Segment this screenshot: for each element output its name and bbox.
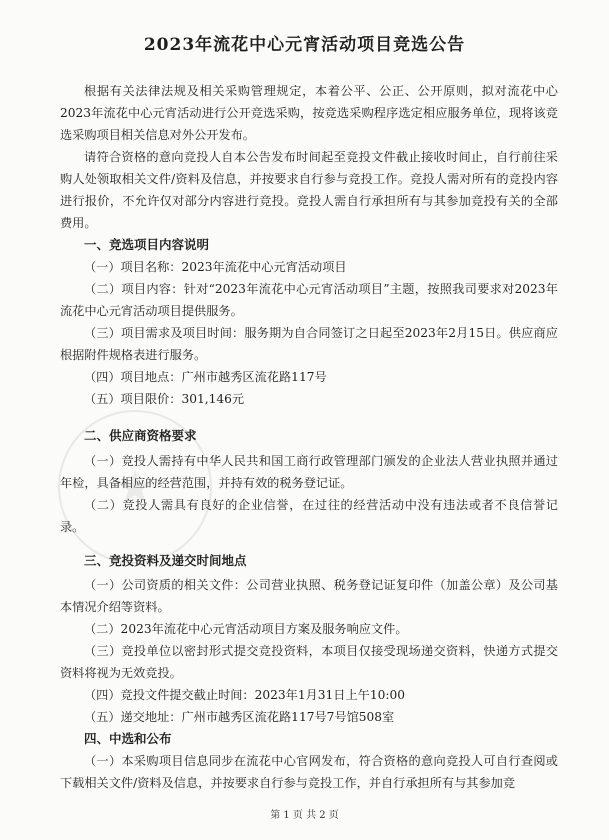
section-1-item-5: （五）项目限价：301,146元 [84,392,245,406]
section-3-item-4: （四）竞投文件提交截止时间：2023年1月31日上午10:00 [84,688,405,702]
section-3-item-5: （五）递交地址：广州市越秀区流花路117号7号馆508室 [84,710,395,724]
star-icon: ★ [114,460,156,514]
section-2-item-1: （一）竞投人需持有中华人民共和国工商行政管理部门颁发的企业法人营业执照并通过年检，具备相应的经营范围，并持有效的税务登记证。 [60,454,558,490]
intro-paragraph-1: 根据有关法律法规及相关采购管理规定，本着公平、公正、公开原则，拟对流花中心2023年流花中心元宵活动进行公开竞选采购，按竞选采购程序选定相应服务单位，现将该竞选采购项目相关信息对外公开发布。 [60,84,558,142]
section-1-item-3: （三）项目需求及项目时间：服务期为自合同签订之日起至2023年2月15日。供应商应根据附件规格表进行服务。 [60,326,558,362]
page-number-footer: 第 1 页 共 2 页 [270,810,339,821]
intro-paragraph-2: 请符合资格的意向竞投人自本公告发布时间起至竞投文件截止接收时间止，自行前往采购人处领取相关文件/资料及信息，并按要求自行参与竞投工作。竞投人需对所有的竞投内容进行报价，不允许仅对部分内容进行竞投。竞投人需自行承担所有与其参加竞投有关的全部费用。 [60,150,558,230]
section-3-item-3: （三）竞投单位以密封形式提交竞投资料，本项目仅接受现场递交资料，快递方式提交资料将视为无效竞投。 [60,644,558,680]
section-4-item-1: （一）本采购项目信息同步在流花中心官网发布，符合资格的意向竞投人可自行查阅或下载相关文件/资料及信息，并按要求自行参与竞投工作，并自行承担所有与其参加竞 [60,754,558,790]
section-3-heading: 三、竞投资料及递交时间地点 [84,553,247,568]
section-1-item-1: （一）项目名称：2023年流花中心元宵活动项目 [84,260,347,274]
section-3-item-2: （二）2023年流花中心元宵活动项目方案及服务响应文件。 [84,622,408,636]
section-1-item-2: （二）项目内容：针对“2023年流花中心元宵活动项目”主题，按照我司要求对2023年流花中心元宵活动项目提供服务。 [60,282,558,318]
section-4-heading: 四、中选和公布 [84,731,172,746]
section-3-item-1: （一）公司资质的相关文件：公司营业执照、税务登记证复印件（加盖公章）及公司基本情况介绍等资料。 [60,578,558,614]
section-2-heading: 二、供应商资格要求 [84,428,197,443]
section-1-heading: 一、竞选项目内容说明 [84,237,210,252]
section-2-item-2: （二）竞投人需具有良好的企业信誉，在过往的经营活动中没有违法或者不良信誉记录。 [60,498,558,534]
document-title: 2023年流花中心元宵活动项目竞选公告 [143,35,466,55]
section-1-item-4: （四）项目地点：广州市越秀区流花路117号 [84,370,327,384]
